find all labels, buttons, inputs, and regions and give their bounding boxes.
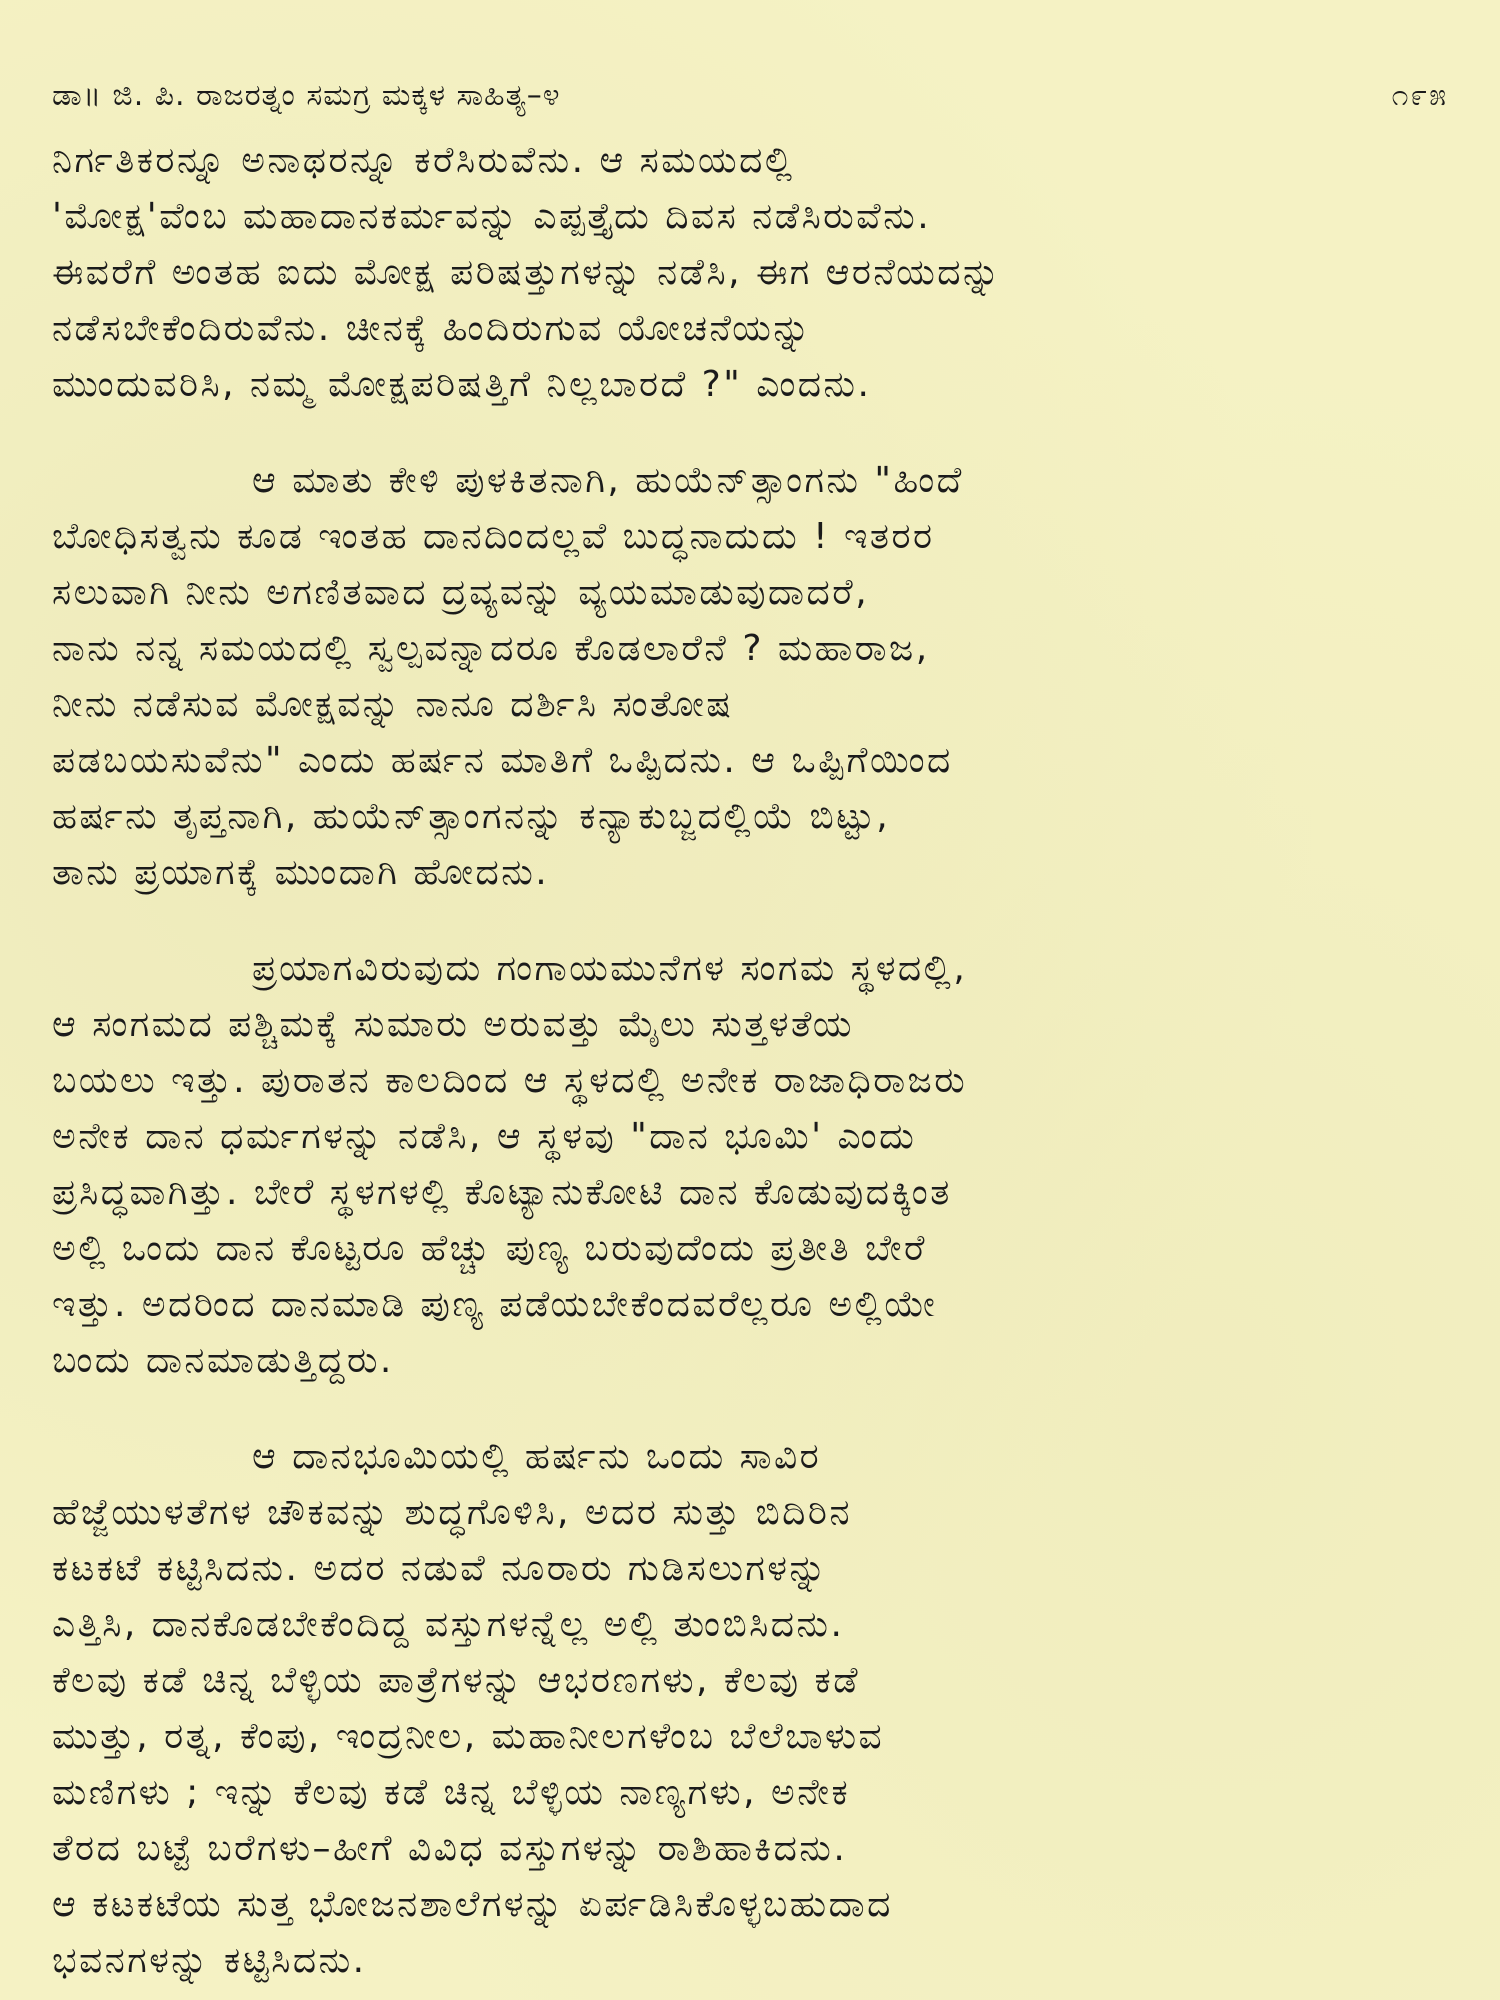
text-line: ಬೋಧಿಸತ್ವನು ಕೂಡ ಇಂತಹ ದಾನದಿಂದಲ್ಲವೆ ಬುದ್ಧನಾದುದು ! ಇತರರ <box>52 516 935 557</box>
paragraph-3 <box>52 941 1448 1389</box>
text-line: ಪ್ರಸಿದ್ಧವಾಗಿತ್ತು. ಬೇರೆ ಸ್ಥಳಗಳಲ್ಲಿ ಕೊಟ್ಯಾನುಕೋಟಿ ದಾನ ಕೊಡುವುದಕ್ಕಿಂತ <box>52 1172 952 1213</box>
text-line: ಹರ್ಷನು ತೃಪ್ತನಾಗಿ, ಹುಯೆನ್‌ತ್ಸಾಂಗನನ್ನು ಕನ್ಯಾಕುಬ್ಜದಲ್ಲಿಯೆ ಬಿಟ್ಟು, <box>52 796 891 837</box>
text-line: ನೀನು ನಡೆಸುವ ಮೋಕ್ಷವನ್ನು ನಾನೂ ದರ್ಶಿಸಿ ಸಂತೋಷ <box>52 684 734 725</box>
text-line: ಮುತ್ತು, ರತ್ನ, ಕೆಂಪು, ಇಂದ್ರನೀಲ, ಮಹಾನೀಲಗಳೆಂಬ ಬೆಲೆಬಾಳುವ <box>52 1716 885 1757</box>
text-line: ಕೆಲವು ಕಡೆ ಚಿನ್ನ ಬೆಳ್ಳಿಯ ಪಾತ್ರೆಗಳನ್ನು ಆಭರಣಗಳು, ಕೆಲವು ಕಡೆ <box>52 1660 861 1701</box>
text-line: ಭವನಗಳನ್ನು ಕಟ್ಟಿಸಿದನು. <box>52 1940 367 1981</box>
text-line: ಆ ದಾನಭೂಮಿಯಲ್ಲಿ ಹರ್ಷನು ಒಂದು ಸಾವಿರ <box>252 1436 822 1477</box>
paragraph-1 <box>52 133 1448 413</box>
text-line: ಮಣಿಗಳು ; ಇನ್ನು ಕೆಲವು ಕಡೆ ಚಿನ್ನ ಬೆಳ್ಳಿಯ ನಾಣ್ಯಗಳು, ಅನೇಕ <box>52 1772 851 1813</box>
text-line: ಅನೇಕ ದಾನ ಧರ್ಮಗಳನ್ನು ನಡೆಸಿ, ಆ ಸ್ಥಳವು "ದಾನ ಭೂಮಿ' ಎಂದು <box>52 1116 917 1157</box>
text-line: ತೆರದ ಬಟ್ಟೆ ಬರೆಗಳು–ಹೀಗೆ ವಿವಿಧ ವಸ್ತುಗಳನ್ನು ರಾಶಿಹಾಕಿದನು. <box>52 1828 848 1869</box>
text-line: ನಿರ್ಗತಿಕರನ್ನೂ ಅನಾಥರನ್ನೂ ಕರೆಸಿರುವೆನು. ಆ ಸಮಯದಲ್ಲಿ <box>52 140 795 181</box>
text-line: ತಾನು ಪ್ರಯಾಗಕ್ಕೆ ಮುಂದಾಗಿ ಹೋದನು. <box>52 852 550 893</box>
page-number: ೧೯೫ <box>1391 78 1448 113</box>
text-line: ಕಟಕಟೆ ಕಟ್ಟಿಸಿದನು. ಅದರ ನಡುವೆ ನೂರಾರು ಗುಡಿಸಲುಗಳನ್ನು <box>52 1548 829 1589</box>
text-line: ಆ ಮಾತು ಕೇಳಿ ಪುಳಕಿತನಾಗಿ, ಹುಯೆನ್‌ತ್ಸಾಂಗನು "ಹಿಂದೆ <box>252 460 964 501</box>
text-line: ಮುಂದುವರಿಸಿ, ನಮ್ಮ ಮೋಕ್ಷಪರಿಷತ್ತಿಗೆ ನಿಲ್ಲಬಾರದೆ ?" ಎಂದನು. <box>52 364 872 405</box>
text-line: ಆ ಸಂಗಮದ ಪಶ್ಚಿಮಕ್ಕೆ ಸುಮಾರು ಅರುವತ್ತು ಮೈಲು ಸುತ್ತಳತೆಯ <box>52 1004 854 1045</box>
text-line: ಪಡಬಯಸುವೆನು" ಎಂದು ಹರ್ಷನ ಮಾತಿಗೆ ಒಪ್ಪಿದನು. ಆ ಒಪ್ಪಿಗೆಯಿಂದ <box>52 740 953 781</box>
text-line: 'ಮೋಕ್ಷ'ವೆಂಬ ಮಹಾದಾನಕರ್ಮವನ್ನು ಎಪ್ಪತ್ತೈದು ದಿವಸ ನಡೆಸಿರುವೆನು. <box>52 196 932 237</box>
text-line: ಸಲುವಾಗಿ ನೀನು ಅಗಣಿತವಾದ ದ್ರವ್ಯವನ್ನು ವ್ಯಯಮಾಡುವುದಾದರೆ, <box>52 572 870 613</box>
text-line: ಅಲ್ಲಿ ಒಂದು ದಾನ ಕೊಟ್ಟರೂ ಹೆಚ್ಚು ಪುಣ್ಯ ಬರುವುದೆಂದು ಪ್ರತೀತಿ ಬೇರೆ <box>52 1228 927 1269</box>
text-line: ನಡೆಸಬೇಕೆಂದಿರುವೆನು. ಚೀನಕ್ಕೆ ಹಿಂದಿರುಗುವ ಯೋಚನೆಯನ್ನು <box>52 308 813 349</box>
text-line: ಹೆಜ್ಜೆಯುಳತೆಗಳ ಚೌಕವನ್ನು ಶುದ್ಧಗೊಳಿಸಿ, ಅದರ ಸುತ್ತು ಬಿದಿರಿನ <box>52 1492 852 1533</box>
text-line: ಎತ್ತಿಸಿ, ದಾನಕೊಡಬೇಕೆಂದಿದ್ದ ವಸ್ತುಗಳನ್ನೆಲ್ಲ ಅಲ್ಲಿ ತುಂಬಿಸಿದನು. <box>52 1604 845 1645</box>
running-header <box>52 78 1448 113</box>
paragraph-4 <box>52 1429 1448 1989</box>
text-line: ಪ್ರಯಾಗವಿರುವುದು ಗಂಗಾಯಮುನೆಗಳ ಸಂಗಮ ಸ್ಥಳದಲ್ಲಿ, <box>252 948 968 989</box>
paragraph-2 <box>52 453 1448 901</box>
text-line: ಬಯಲು ಇತ್ತು. ಪುರಾತನ ಕಾಲದಿಂದ ಆ ಸ್ಥಳದಲ್ಲಿ ಅನೇಕ ರಾಜಾಧಿರಾಜರು <box>52 1060 968 1101</box>
book-title: ಡಾ॥ ಜಿ. ಪಿ. ರಾಜರತ್ನಂ ಸಮಗ್ರ ಮಕ್ಕಳ ಸಾಹಿತ್ಯ–೪ <box>52 78 561 113</box>
body-text <box>52 133 1448 1989</box>
text-line: ಬಂದು ದಾನಮಾಡುತ್ತಿದ್ದರು. <box>52 1340 394 1381</box>
text-line: ಈವರೆಗೆ ಅಂತಹ ಐದು ಮೋಕ್ಷ ಪರಿಷತ್ತುಗಳನ್ನು ನಡೆಸಿ, ಈಗ ಆರನೆಯದನ್ನು <box>52 252 1002 293</box>
text-line: ಆ ಕಟಕಟೆಯ ಸುತ್ತ ಭೋಜನಶಾಲೆಗಳನ್ನು ಏರ್ಪಡಿಸಿಕೊಳ್ಳಬಹುದಾದ <box>52 1884 893 1925</box>
text-line: ನಾನು ನನ್ನ ಸಮಯದಲ್ಲಿ ಸ್ವಲ್ಪವನ್ನಾದರೂ ಕೊಡಲಾರೆನೆ ? ಮಹಾರಾಜ, <box>52 628 930 669</box>
text-line: ಇತ್ತು. ಅದರಿಂದ ದಾನಮಾಡಿ ಪುಣ್ಯ ಪಡೆಯಬೇಕೆಂದವರೆಲ್ಲರೂ ಅಲ್ಲಿಯೇ <box>52 1284 938 1325</box>
